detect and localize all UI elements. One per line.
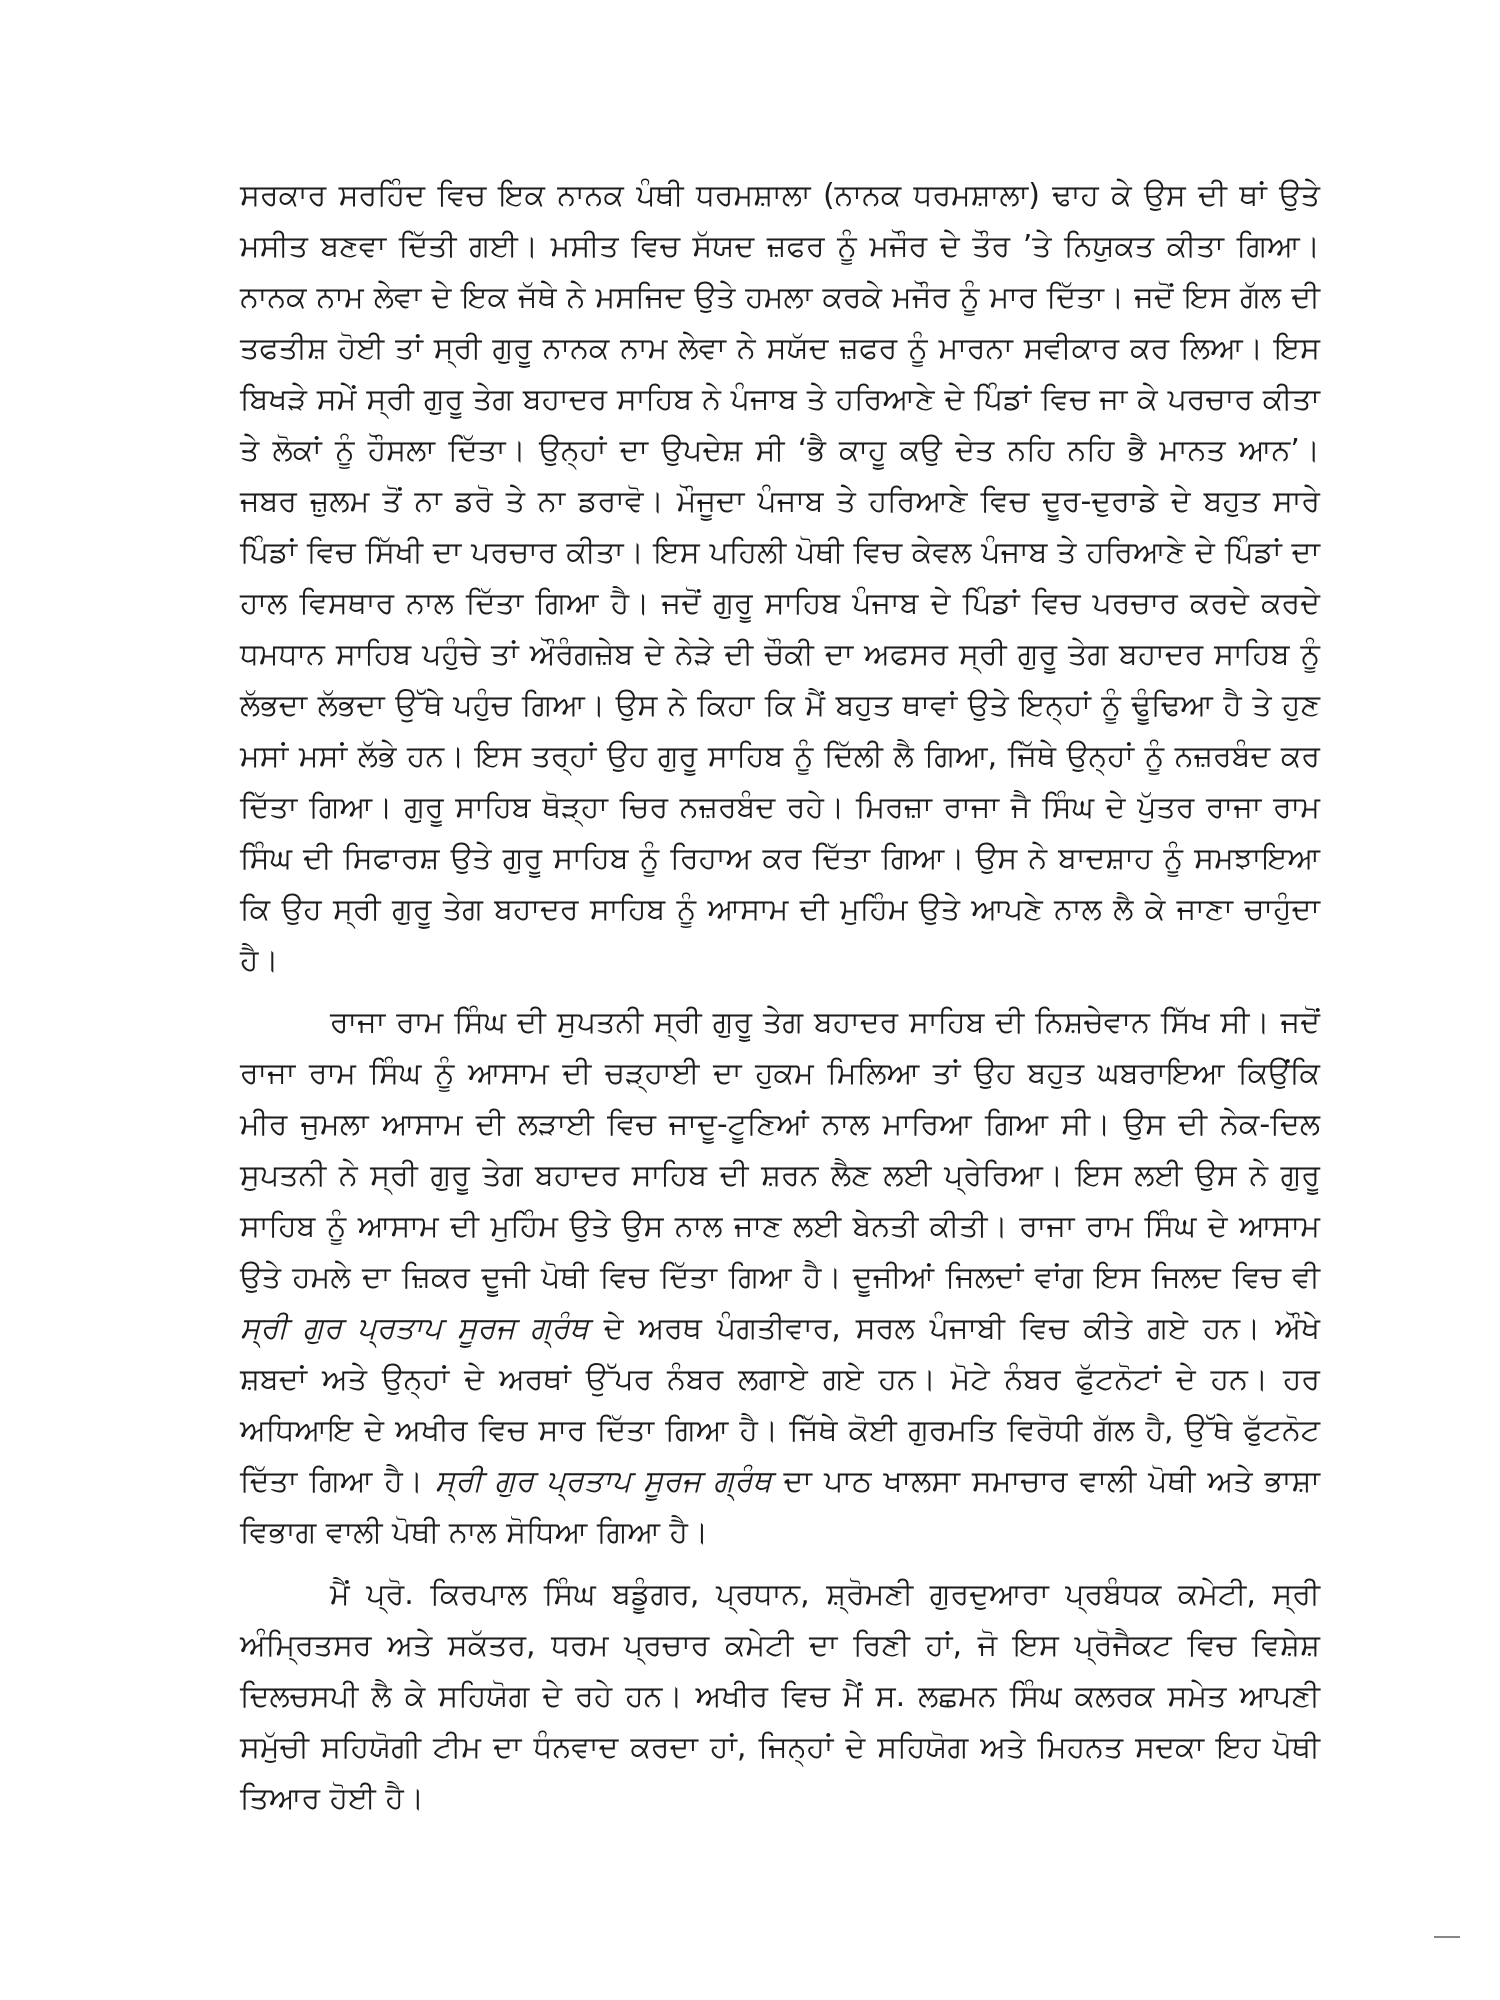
book-title-italic: ਸ੍ਰੀ ਗੁਰ ਪ੍ਰਤਾਪ ਸੂਰਜ ਗ੍ਰੰਥ [434, 1464, 772, 1499]
paragraph-3 [240, 1569, 1320, 1824]
paragraph-2 [240, 997, 1320, 1558]
paragraph-1 [240, 170, 1320, 986]
paragraph-text: ਰਾਜਾ ਰਾਮ ਸਿੰਘ ਦੀ ਸੁਪਤਨੀ ਸ੍ਰੀ ਗੁਰੂ ਤੇਗ ਬਹਾਦਰ ਸਾਹਿਬ ਦੀ ਨਿਸ਼ਚੇਵਾਨ ਸਿੱਖ ਸੀ। ਜਦੋਂ ਰਾਜਾ ਰਾਮ ਸਿੰਘ ਨੂੰ ਆਸਾਮ ਦੀ ਚੜ੍ਹਾਈ ਦਾ ਹੁਕਮ ਮਿਲਿਆ ਤਾਂ ਉਹ ਬਹੁਤ ਘਬਰਾਇਆ ਕਿਉਂਕਿ ਮੀਰ ਜੁਮਲਾ ਆਸਾਮ ਦੀ ਲੜਾਈ ਵਿਚ ਜਾਦੂ-ਟੂਣਿਆਂ ਨਾਲ ਮਾਰਿਆ ਗਿਆ ਸੀ। ਉਸ ਦੀ ਨੇਕ-ਦਿਲ ਸੁਪਤਨੀ ਨੇ ਸ੍ਰੀ ਗੁਰੂ ਤੇਗ ਬਹਾਦਰ ਸਾਹਿਬ ਦੀ ਸ਼ਰਨ ਲੈਣ ਲਈ ਪ੍ਰੇਰਿਆ। ਇਸ ਲਈ ਉਸ ਨੇ ਗੁਰੂ ਸਾਹਿਬ ਨੂੰ ਆਸਾਮ ਦੀ ਮੁਹਿੰਮ ਉਤੇ ਉਸ ਨਾਲ ਜਾਣ ਲਈ ਬੇਨਤੀ ਕੀਤੀ। ਰਾਜਾ ਰਾਮ ਸਿੰਘ ਦੇ ਆਸਾਮ ਉਤੇ ਹਮਲੇ ਦਾ ਜ਼ਿਕਰ ਦੂਜੀ ਪੋਥੀ ਵਿਚ ਦਿੱਤਾ ਗਿਆ ਹੈ। ਦੂਜੀਆਂ ਜਿਲਦਾਂ ਵਾਂਗ ਇਸ ਜਿਲਦ ਵਿਚ ਵੀ [240, 1005, 1320, 1295]
body-text [240, 170, 1320, 1824]
paragraph-text: ਮੈਂ ਪ੍ਰੋ. ਕਿਰਪਾਲ ਸਿੰਘ ਬਡੂੰਗਰ, ਪ੍ਰਧਾਨ, ਸ਼੍ਰੋਮਣੀ ਗੁਰਦੁਆਰਾ ਪ੍ਰਬੰਧਕ ਕਮੇਟੀ, ਸ੍ਰੀ ਅੰਮ੍ਰਿਤਸਰ ਅਤੇ ਸਕੱਤਰ, ਧਰਮ ਪ੍ਰਚਾਰ ਕਮੇਟੀ ਦਾ ਰਿਣੀ ਹਾਂ, ਜੋ ਇਸ ਪ੍ਰੋਜੈਕਟ ਵਿਚ ਵਿਸ਼ੇਸ਼ ਦਿਲਚਸਪੀ ਲੈ ਕੇ ਸਹਿਯੋਗ ਦੇ ਰਹੇ ਹਨ। ਅਖੀਰ ਵਿਚ ਮੈਂ ਸ. ਲਛਮਨ ਸਿੰਘ ਕਲਰਕ ਸਮੇਤ ਆਪਣੀ ਸਮੁੱਚੀ ਸਹਿਯੋਗੀ ਟੀਮ ਦਾ ਧੰਨਵਾਦ ਕਰਦਾ ਹਾਂ, ਜਿਨ੍ਹਾਂ ਦੇ ਸਹਿਯੋਗ ਅਤੇ ਮਿਹਨਤ ਸਦਕਾ ਇਹ ਪੋਥੀ ਤਿਆਰ ਹੋਈ ਹੈ। [240, 1577, 1320, 1816]
paragraph-text: ਦਾ ਪਾਠ ਖਾਲਸਾ ਸਮਾਚਾਰ ਵਾਲੀ ਪੋਥੀ ਅਤੇ ਭਾਸ਼ਾ ਵਿਭਾਗ ਵਾਲੀ ਪੋਥੀ ਨਾਲ ਸੋਧਿਆ ਗਿਆ ਹੈ। [240, 1464, 1321, 1550]
paragraph-text: ਦੇ ਅਰਥ ਪੰਗਤੀਵਾਰ, ਸਰਲ ਪੰਜਾਬੀ ਵਿਚ ਕੀਤੇ ਗਏ ਹਨ। ਔਖੇ ਸ਼ਬਦਾਂ ਅਤੇ ਉਨ੍ਹਾਂ ਦੇ ਅਰਥਾਂ ਉੱਪਰ ਨੰਬਰ ਲਗਾਏ ਗਏ ਹਨ। ਮੋਟੇ ਨੰਬਰ ਫੁੱਟਨੋਟਾਂ ਦੇ ਹਨ। ਹਰ ਅਧਿਆਇ ਦੇ ਅਖੀਰ ਵਿਚ ਸਾਰ ਦਿੱਤਾ ਗਿਆ ਹੈ। ਜਿੱਥੇ ਕੋਈ ਗੁਰਮਤਿ ਵਿਰੋਧੀ ਗੱਲ ਹੈ, ਉੱਥੇ ਫੁੱਟਨੋਟ ਦਿੱਤਾ ਗਿਆ ਹੈ। [240, 1311, 1320, 1499]
paragraph-text: ਸਰਕਾਰ ਸਰਹਿੰਦ ਵਿਚ ਇਕ ਨਾਨਕ ਪੰਥੀ ਧਰਮਸ਼ਾਲਾ (ਨਾਨਕ ਧਰਮਸ਼ਾਲਾ) ਢਾਹ ਕੇ ਉਸ ਦੀ ਥਾਂ ਉਤੇ ਮਸੀਤ ਬਣਵਾ ਦਿੱਤੀ ਗਈ। ਮਸੀਤ ਵਿਚ ਸੱਯਦ ਜ਼ਫਰ ਨੂੰ ਮਜੌਰ ਦੇ ਤੌਰ ’ਤੇ ਨਿਯੁਕਤ ਕੀਤਾ ਗਿਆ। ਨਾਨਕ ਨਾਮ ਲੇਵਾ ਦੇ ਇਕ ਜੱਥੇ ਨੇ ਮਸਜਿਦ ਉਤੇ ਹਮਲਾ ਕਰਕੇ ਮਜੌਰ ਨੂੰ ਮਾਰ ਦਿੱਤਾ। ਜਦੋਂ ਇਸ ਗੱਲ ਦੀ ਤਫਤੀਸ਼ ਹੋਈ ਤਾਂ ਸ੍ਰੀ ਗੁਰੂ ਨਾਨਕ ਨਾਮ ਲੇਵਾ ਨੇ ਸਯੱਦ ਜ਼ਫਰ ਨੂੰ ਮਾਰਨਾ ਸਵੀਕਾਰ ਕਰ ਲਿਆ। ਇਸ ਬਿਖੜੇ ਸਮੇਂ ਸ੍ਰੀ ਗੁਰੂ ਤੇਗ ਬਹਾਦਰ ਸਾਹਿਬ ਨੇ ਪੰਜਾਬ ਤੇ ਹਰਿਆਣੇ ਦੇ ਪਿੰਡਾਂ ਵਿਚ ਜਾ ਕੇ ਪਰਚਾਰ ਕੀਤਾ ਤੇ ਲੋਕਾਂ ਨੂੰ ਹੌਸਲਾ ਦਿੱਤਾ। ਉਨ੍ਹਾਂ ਦਾ ਉਪਦੇਸ਼ ਸੀ ‘ਭੈ ਕਾਹੂ ਕਉ ਦੇਤ ਨਹਿ ਨਹਿ ਭੈ ਮਾਨਤ ਆਨ’। ਜਬਰ ਜ਼ੁਲਮ ਤੋਂ ਨਾ ਡਰੋ ਤੇ ਨਾ ਡਰਾਵੋ। ਮੌਜੂਦਾ ਪੰਜਾਬ ਤੇ ਹਰਿਆਣੇ ਵਿਚ ਦੂਰ-ਦੁਰਾਡੇ ਦੇ ਬਹੁਤ ਸਾਰੇ ਪਿੰਡਾਂ ਵਿਚ ਸਿੱਖੀ ਦਾ ਪਰਚਾਰ ਕੀਤਾ। ਇਸ ਪਹਿਲੀ ਪੋਥੀ ਵਿਚ ਕੇਵਲ ਪੰਜਾਬ ਤੇ ਹਰਿਆਣੇ ਦੇ ਪਿੰਡਾਂ ਦਾ ਹਾਲ ਵਿਸਥਾਰ ਨਾਲ ਦਿੱਤਾ ਗਿਆ ਹੈ। ਜਦੋਂ ਗੁਰੂ ਸਾਹਿਬ ਪੰਜਾਬ ਦੇ ਪਿੰਡਾਂ ਵਿਚ ਪਰਚਾਰ ਕਰਦੇ ਕਰਦੇ ਧਮਧਾਨ ਸਾਹਿਬ ਪਹੁੰਚੇ ਤਾਂ ਔਰੰਗਜ਼ੇਬ ਦੇ ਨੇੜੇ ਦੀ ਚੌਕੀ ਦਾ ਅਫਸਰ ਸ੍ਰੀ ਗੁਰੂ ਤੇਗ ਬਹਾਦਰ ਸਾਹਿਬ ਨੂੰ ਲੱਭਦਾ ਲੱਭਦਾ ਉੱਥੇ ਪਹੁੰਚ ਗਿਆ। ਉਸ ਨੇ ਕਿਹਾ ਕਿ ਮੈਂ ਬਹੁਤ ਥਾਵਾਂ ਉਤੇ ਇਨ੍ਹਾਂ ਨੂੰ ਢੂੰਢਿਆ ਹੈ ਤੇ ਹੁਣ ਮਸਾਂ ਮਸਾਂ ਲੱਭੇ ਹਨ। ਇਸ ਤਰ੍ਹਾਂ ਉਹ ਗੁਰੂ ਸਾਹਿਬ ਨੂੰ ਦਿੱਲੀ ਲੈ ਗਿਆ, ਜਿੱਥੇ ਉਨ੍ਹਾਂ ਨੂੰ ਨਜ਼ਰਬੰਦ ਕਰ ਦਿੱਤਾ ਗਿਆ। ਗੁਰੂ ਸਾਹਿਬ ਥੋੜ੍ਹਾ ਚਿਰ ਨਜ਼ਰਬੰਦ ਰਹੇ। ਮਿਰਜ਼ਾ ਰਾਜਾ ਜੈ ਸਿੰਘ ਦੇ ਪੁੱਤਰ ਰਾਜਾ ਰਾਮ ਸਿੰਘ ਦੀ ਸਿਫਾਰਸ਼ ਉਤੇ ਗੁਰੂ ਸਾਹਿਬ ਨੂੰ ਰਿਹਾਅ ਕਰ ਦਿੱਤਾ ਗਿਆ। ਉਸ ਨੇ ਬਾਦਸ਼ਾਹ ਨੂੰ ਸਮਝਾਇਆ ਕਿ ਉਹ ਸ੍ਰੀ ਗੁਰੂ ਤੇਗ ਬਹਾਦਰ ਸਾਹਿਬ ਨੂੰ ਆਸਾਮ ਦੀ ਮੁਹਿੰਮ ਉਤੇ ਆਪਣੇ ਨਾਲ ਲੈ ਕੇ ਜਾਣਾ ਚਾਹੁੰਦਾ ਹੈ। [240, 178, 1320, 978]
book-title-italic: ਸ੍ਰੀ ਗੁਰ ਪ੍ਰਤਾਪ ਸੂਰਜ ਗ੍ਰੰਥ [240, 1311, 589, 1346]
scan-mark [1434, 1936, 1460, 1938]
